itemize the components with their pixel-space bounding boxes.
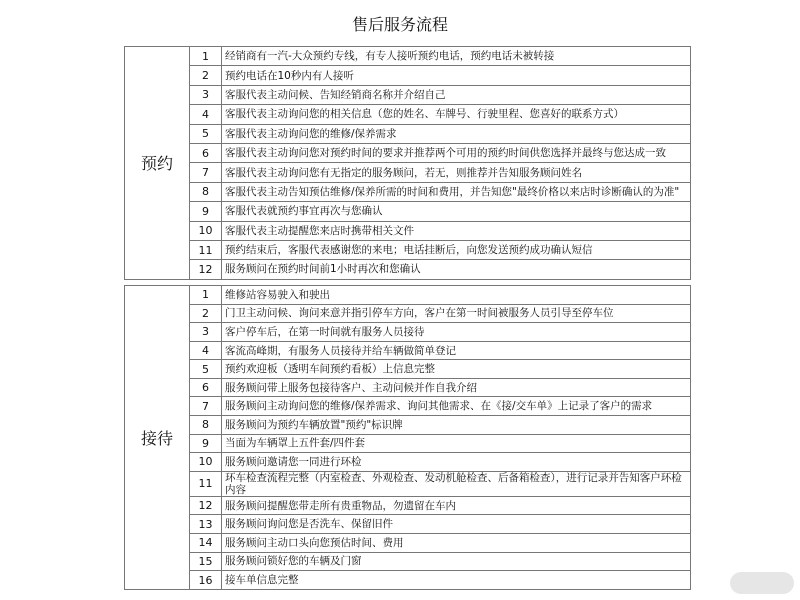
step-number: 11 (190, 240, 222, 259)
step-row (125, 105, 691, 124)
step-number: 7 (190, 163, 222, 182)
step-number: 2 (190, 66, 222, 85)
step-row (125, 496, 691, 515)
step-number: 6 (190, 378, 222, 397)
step-row (125, 416, 691, 435)
step-text: 客服代表就预约事宜再次与您确认 (222, 202, 691, 221)
step-row (125, 163, 691, 182)
step-text: 客服代表主动告知预估维修/保养所需的时间和费用，并告知您"最终价格以来店时诊断确认的为准" (222, 182, 691, 201)
step-text: 预约欢迎板（透明车间预约看板）上信息完整 (222, 360, 691, 379)
step-number: 10 (190, 221, 222, 240)
step-text: 客服代表主动问候、告知经销商名称并介绍自己 (222, 85, 691, 104)
step-text: 门卫主动问候、询问来意并指引停车方向，客户在第一时间被服务人员引导至停车位 (222, 304, 691, 323)
step-number: 16 (190, 571, 222, 590)
step-number: 4 (190, 105, 222, 124)
step-row (125, 182, 691, 201)
appointment-table (124, 46, 691, 280)
step-number: 11 (190, 471, 222, 496)
step-row (125, 397, 691, 416)
step-row (125, 341, 691, 360)
step-row (125, 323, 691, 342)
step-number: 12 (190, 260, 222, 279)
page-title: 售后服务流程 (351, 15, 448, 34)
step-text: 服务顾问主动询问您的维修/保养需求、询问其他需求、在《接/交车单》上记录了客户的需求 (222, 397, 691, 416)
step-row (125, 453, 691, 472)
step-text: 服务顾问询问您是否洗车、保留旧件 (222, 515, 691, 534)
step-text: 客服代表主动询问您有无指定的服务顾问，若无，则推荐并告知服务顾问姓名 (222, 163, 691, 182)
step-row (125, 221, 691, 240)
step-number: 7 (190, 397, 222, 416)
step-number: 15 (190, 552, 222, 571)
step-text: 客服代表主动询问您的相关信息（您的姓名、车牌号、行驶里程、您喜好的联系方式） (222, 105, 691, 124)
step-row (125, 360, 691, 379)
step-row (125, 202, 691, 221)
step-text: 预约电话在10秒内有人接听 (222, 66, 691, 85)
step-text: 接车单信息完整 (222, 571, 691, 590)
step-row (125, 552, 691, 571)
section-label: 预约 (125, 47, 190, 280)
step-number: 8 (190, 182, 222, 201)
step-text: 预约结束后，客服代表感谢您的来电；电话挂断后，向您发送预约成功确认短信 (222, 240, 691, 259)
step-number: 4 (190, 341, 222, 360)
step-text: 客户停车后，在第一时间就有服务人员接待 (222, 323, 691, 342)
step-text: 客流高峰期，有服务人员接待并给车辆做简单登记 (222, 341, 691, 360)
step-row (125, 143, 691, 162)
step-number: 3 (190, 323, 222, 342)
step-text: 服务顾问提醒您带走所有贵重物品，勿遗留在车内 (222, 496, 691, 515)
step-text: 当面为车辆罩上五件套/四件套 (222, 434, 691, 453)
step-text: 客服代表主动询问您的维修/保养需求 (222, 124, 691, 143)
step-text: 客服代表主动提醒您来店时携带相关文件 (222, 221, 691, 240)
step-text: 服务顾问带上服务包接待客户、主动问候并作自我介绍 (222, 378, 691, 397)
step-number: 2 (190, 304, 222, 323)
step-row (125, 47, 691, 66)
reception-table (124, 285, 691, 590)
step-number: 9 (190, 434, 222, 453)
step-number: 10 (190, 453, 222, 472)
step-text: 服务顾问锁好您的车辆及门窗 (222, 552, 691, 571)
step-row (125, 66, 691, 85)
step-row (125, 85, 691, 104)
section-reception (124, 285, 691, 590)
step-number: 5 (190, 124, 222, 143)
step-number: 1 (190, 47, 222, 66)
step-row (125, 515, 691, 534)
step-row (125, 304, 691, 323)
step-row (125, 260, 691, 279)
step-row (125, 240, 691, 259)
step-number: 5 (190, 360, 222, 379)
step-number: 6 (190, 143, 222, 162)
step-number: 12 (190, 496, 222, 515)
step-text: 服务顾问主动口头向您预估时间、费用 (222, 534, 691, 553)
step-number: 1 (190, 286, 222, 305)
step-text: 维修站容易驶入和驶出 (222, 286, 691, 305)
section-label: 接待 (125, 286, 190, 590)
step-text: 服务顾问邀请您一同进行环检 (222, 453, 691, 472)
step-text: 环车检查流程完整（内室检查、外观检查、发动机舱检查、后备箱检查），进行记录并告知客户环检内容 (222, 471, 691, 496)
step-text: 经销商有一汽-大众预约专线，有专人接听预约电话，预约电话未被转接 (222, 47, 691, 66)
step-number: 3 (190, 85, 222, 104)
step-number: 14 (190, 534, 222, 553)
step-row (125, 286, 691, 305)
section-appointment (124, 46, 691, 279)
step-row (125, 534, 691, 553)
step-number: 13 (190, 515, 222, 534)
step-text: 服务顾问为预约车辆放置"预约"标识牌 (222, 416, 691, 435)
step-row (125, 434, 691, 453)
step-row (125, 471, 691, 496)
watermark-logo (730, 572, 794, 594)
step-row (125, 378, 691, 397)
step-row (125, 124, 691, 143)
step-number: 9 (190, 202, 222, 221)
step-row (125, 571, 691, 590)
step-number: 8 (190, 416, 222, 435)
step-text: 服务顾问在预约时间前1小时再次和您确认 (222, 260, 691, 279)
step-text: 客服代表主动询问您对预约时间的要求并推荐两个可用的预约时间供您选择并最终与您达成一致 (222, 143, 691, 162)
